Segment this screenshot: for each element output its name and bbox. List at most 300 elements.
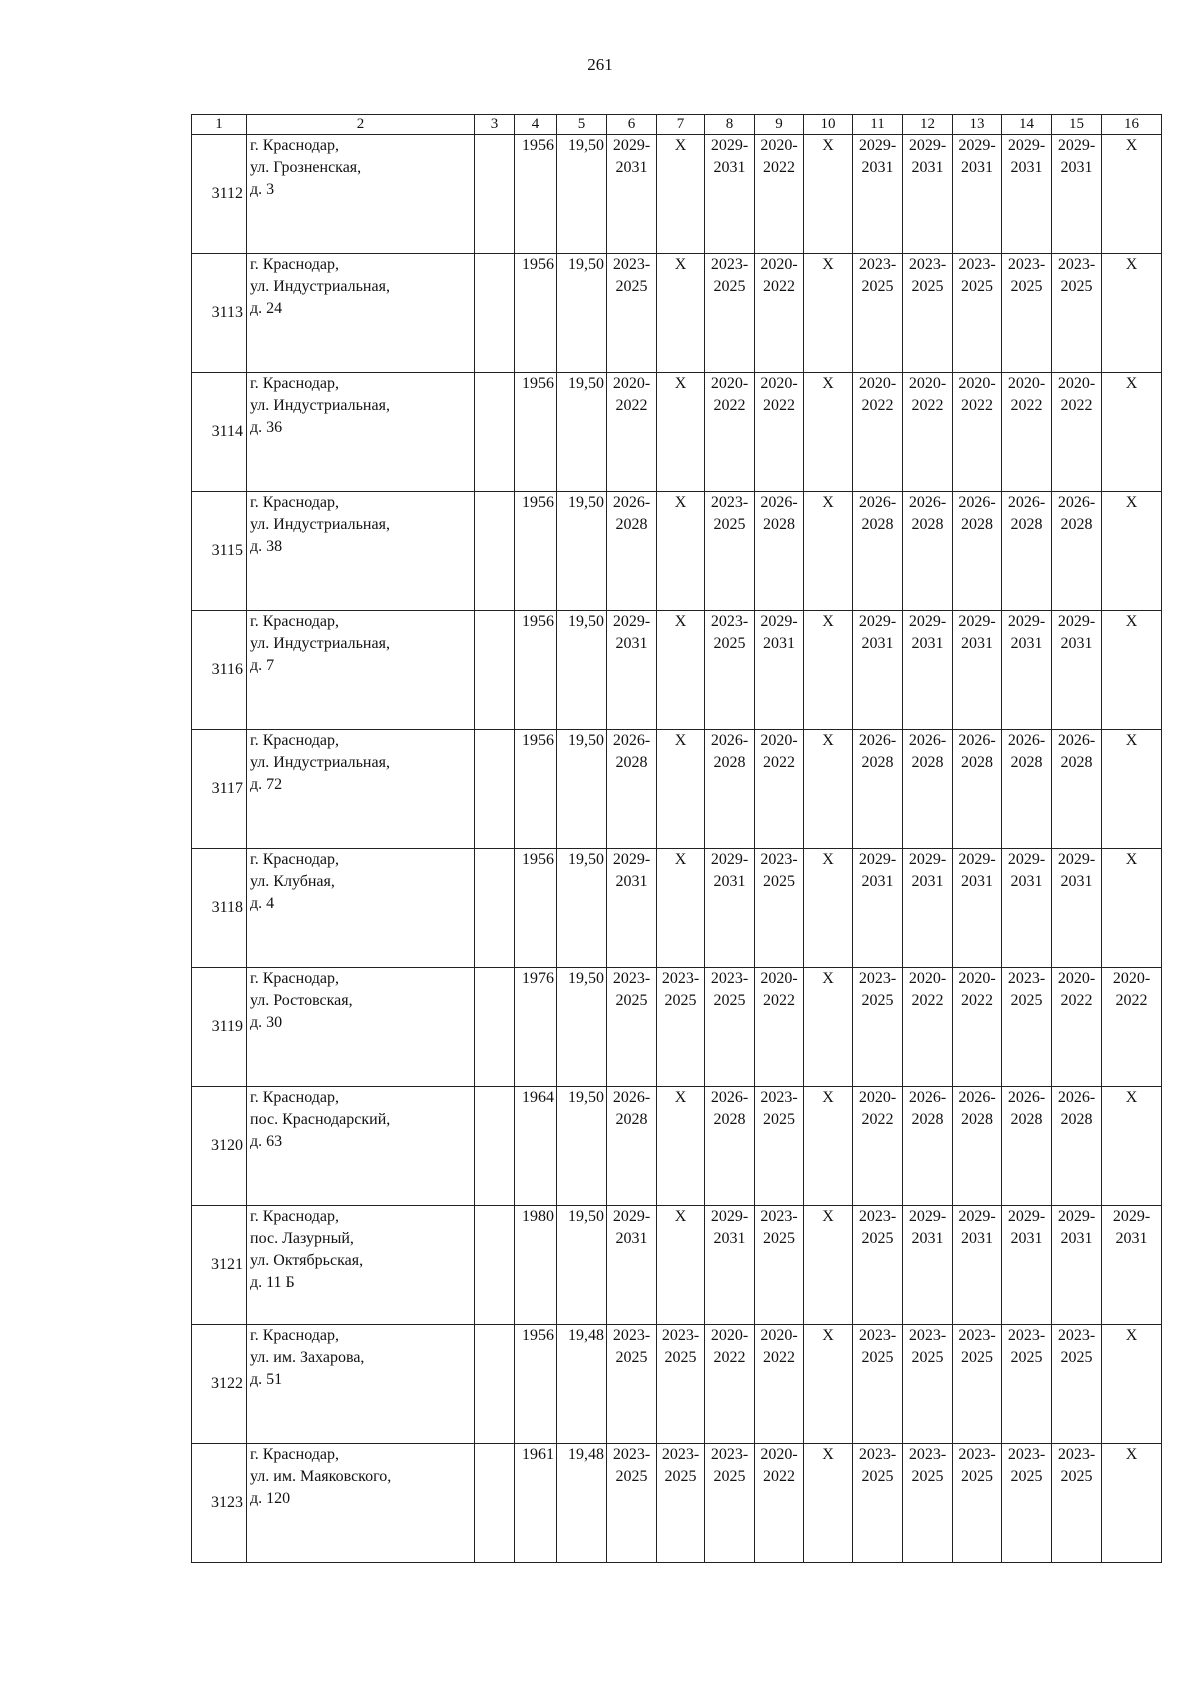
cell-text: X bbox=[674, 375, 687, 392]
cell-text: 19,50 bbox=[568, 494, 604, 511]
cell-text: 2023- 2025 bbox=[958, 1446, 996, 1485]
cell-text: X bbox=[822, 1327, 834, 1344]
address-cell bbox=[247, 968, 475, 1087]
period-cell-c3 bbox=[475, 611, 515, 730]
cell-text: 3112 bbox=[211, 185, 243, 202]
cell-text: 2023- 2025 bbox=[710, 613, 749, 652]
cell-text: X bbox=[1125, 1089, 1138, 1106]
column-header-9: 9 bbox=[755, 115, 804, 135]
row-number-cell bbox=[192, 1444, 247, 1563]
cell-text: 2020- 2022 bbox=[958, 375, 996, 414]
cell-text: X bbox=[822, 970, 834, 987]
cell-text: г. Краснодар, пос. Краснодарский, д. 63 bbox=[250, 1089, 391, 1150]
address-cell bbox=[247, 135, 475, 254]
table-row bbox=[192, 1325, 1162, 1444]
period-cell-c12 bbox=[903, 1325, 953, 1444]
cell-text: 2020- 2022 bbox=[1057, 970, 1096, 1009]
cell-text: 2023- 2025 bbox=[908, 1446, 947, 1485]
cell-text: 2020- 2022 bbox=[1112, 970, 1151, 1009]
cell-text: 2029- 2031 bbox=[1057, 137, 1096, 176]
row-number-cell bbox=[192, 849, 247, 968]
cell-text: X bbox=[822, 613, 834, 630]
cell-text: 19,50 bbox=[568, 970, 604, 987]
cell-text: 19,50 bbox=[568, 732, 604, 749]
cell-text: 3116 bbox=[211, 661, 243, 678]
column-header-11: 11 bbox=[853, 115, 903, 135]
period-cell-c15 bbox=[1052, 492, 1102, 611]
period-cell-c16 bbox=[1102, 611, 1162, 730]
period-cell-c14 bbox=[1002, 254, 1052, 373]
address-cell bbox=[247, 373, 475, 492]
cell-text: 2029- 2031 bbox=[1112, 1208, 1151, 1247]
period-cell-c11 bbox=[853, 1444, 903, 1563]
cell-text: 2029- 2031 bbox=[858, 137, 897, 176]
period-cell-c3 bbox=[475, 254, 515, 373]
period-cell-c11 bbox=[853, 1206, 903, 1325]
cell-text: 2026- 2028 bbox=[908, 1089, 947, 1128]
period-cell-c10 bbox=[804, 492, 853, 611]
period-cell-c13 bbox=[953, 1444, 1002, 1563]
period-cell-c6 bbox=[607, 730, 657, 849]
cell-text: 2020- 2022 bbox=[858, 375, 897, 414]
period-cell-c10 bbox=[804, 730, 853, 849]
cell-text: 2023- 2025 bbox=[858, 1446, 897, 1485]
cell-text: 2029- 2031 bbox=[612, 851, 651, 890]
cell-text: X bbox=[1125, 732, 1138, 749]
period-cell-c7 bbox=[657, 373, 705, 492]
cell-text: 2023- 2025 bbox=[710, 970, 749, 1009]
period-cell-c10 bbox=[804, 373, 853, 492]
cell-text: 2026- 2028 bbox=[908, 732, 947, 771]
period-cell-c3 bbox=[475, 1325, 515, 1444]
period-cell-c10 bbox=[804, 254, 853, 373]
year-cell bbox=[515, 135, 557, 254]
cell-text: 1956 bbox=[522, 256, 554, 273]
row-number-cell bbox=[192, 968, 247, 1087]
cell-text: 3118 bbox=[211, 899, 243, 916]
period-cell-c13 bbox=[953, 968, 1002, 1087]
cell-text: 3119 bbox=[211, 1018, 243, 1035]
column-number-header bbox=[192, 115, 1162, 135]
period-cell-c12 bbox=[903, 968, 953, 1087]
cell-text: 2029- 2031 bbox=[760, 613, 798, 652]
period-cell-c8 bbox=[705, 135, 755, 254]
cell-text: 2023- 2025 bbox=[1007, 1446, 1046, 1485]
cell-text: 2026- 2028 bbox=[908, 494, 947, 533]
period-cell-c9 bbox=[755, 849, 804, 968]
period-cell-c3 bbox=[475, 373, 515, 492]
period-cell-c10 bbox=[804, 849, 853, 968]
period-cell-c6 bbox=[607, 492, 657, 611]
period-cell-c15 bbox=[1052, 611, 1102, 730]
cell-text: X bbox=[1125, 375, 1138, 392]
column-header-3: 3 bbox=[475, 115, 515, 135]
cell-text: 2026- 2028 bbox=[1057, 494, 1096, 533]
cell-text: 2023- 2025 bbox=[908, 1327, 947, 1366]
period-cell-c7 bbox=[657, 1325, 705, 1444]
period-cell-c14 bbox=[1002, 1444, 1052, 1563]
cell-text: 1956 bbox=[522, 851, 554, 868]
period-cell-c16 bbox=[1102, 849, 1162, 968]
period-cell-c6 bbox=[607, 373, 657, 492]
year-cell bbox=[515, 968, 557, 1087]
period-cell-c11 bbox=[853, 1325, 903, 1444]
year-cell bbox=[515, 492, 557, 611]
cell-text: 2029- 2031 bbox=[1057, 1208, 1096, 1247]
row-number-cell bbox=[192, 492, 247, 611]
cell-text: 2026- 2028 bbox=[958, 494, 996, 533]
column-header-14: 14 bbox=[1002, 115, 1052, 135]
cell-text: X bbox=[822, 851, 834, 868]
cell-text: 2029- 2031 bbox=[908, 1208, 947, 1247]
cell-text: 2029- 2031 bbox=[1057, 851, 1096, 890]
cell-text: 2023- 2025 bbox=[661, 970, 700, 1009]
cell-text: 2020- 2022 bbox=[760, 375, 798, 414]
cell-text: 3122 bbox=[211, 1375, 243, 1392]
cell-text: 2020- 2022 bbox=[908, 375, 947, 414]
column-header-1: 1 bbox=[192, 115, 247, 135]
column-header-8: 8 bbox=[705, 115, 755, 135]
cell-text: 2020- 2022 bbox=[612, 375, 651, 414]
period-cell-c15 bbox=[1052, 135, 1102, 254]
period-cell-c13 bbox=[953, 1206, 1002, 1325]
row-number-cell bbox=[192, 135, 247, 254]
table-row bbox=[192, 730, 1162, 849]
table-row bbox=[192, 1206, 1162, 1325]
period-cell-c12 bbox=[903, 254, 953, 373]
period-cell-c16 bbox=[1102, 1206, 1162, 1325]
cell-text: 2020- 2022 bbox=[1057, 375, 1096, 414]
year-cell bbox=[515, 730, 557, 849]
value-cell bbox=[557, 611, 607, 730]
value-cell bbox=[557, 373, 607, 492]
period-cell-c7 bbox=[657, 730, 705, 849]
period-cell-c8 bbox=[705, 492, 755, 611]
cell-text: 2029- 2031 bbox=[612, 1208, 651, 1247]
period-cell-c12 bbox=[903, 730, 953, 849]
table-row bbox=[192, 492, 1162, 611]
value-cell bbox=[557, 492, 607, 611]
year-cell bbox=[515, 1206, 557, 1325]
table-row bbox=[192, 135, 1162, 254]
period-cell-c14 bbox=[1002, 1206, 1052, 1325]
value-cell bbox=[557, 968, 607, 1087]
period-cell-c6 bbox=[607, 968, 657, 1087]
period-cell-c13 bbox=[953, 1087, 1002, 1206]
cell-text: 2029- 2031 bbox=[958, 851, 996, 890]
cell-text: 2026- 2028 bbox=[958, 1089, 996, 1128]
period-cell-c13 bbox=[953, 254, 1002, 373]
cell-text: 2020- 2022 bbox=[1007, 375, 1046, 414]
cell-text: 2026- 2028 bbox=[858, 494, 897, 533]
cell-text: 2023- 2025 bbox=[858, 1327, 897, 1366]
cell-text: X bbox=[674, 613, 687, 630]
period-cell-c9 bbox=[755, 1206, 804, 1325]
cell-text: 1961 bbox=[522, 1446, 554, 1463]
period-cell-c3 bbox=[475, 730, 515, 849]
table-row bbox=[192, 849, 1162, 968]
cell-text: 3114 bbox=[211, 423, 243, 440]
period-cell-c13 bbox=[953, 1325, 1002, 1444]
cell-text: 2029- 2031 bbox=[958, 1208, 996, 1247]
value-cell bbox=[557, 1444, 607, 1563]
cell-text: г. Краснодар, ул. Грозненская, д. 3 bbox=[250, 137, 362, 198]
period-cell-c8 bbox=[705, 968, 755, 1087]
address-cell bbox=[247, 254, 475, 373]
period-cell-c13 bbox=[953, 373, 1002, 492]
period-cell-c9 bbox=[755, 611, 804, 730]
cell-text: 19,50 bbox=[568, 375, 604, 392]
cell-text: 2023- 2025 bbox=[1057, 1327, 1096, 1366]
cell-text: 2020- 2022 bbox=[760, 137, 798, 176]
period-cell-c12 bbox=[903, 492, 953, 611]
period-cell-c16 bbox=[1102, 492, 1162, 611]
cell-text: 2029- 2031 bbox=[908, 851, 947, 890]
cell-text: 2020- 2022 bbox=[958, 970, 996, 1009]
cell-text: 2026- 2028 bbox=[710, 1089, 749, 1128]
period-cell-c9 bbox=[755, 135, 804, 254]
period-cell-c7 bbox=[657, 968, 705, 1087]
period-cell-c10 bbox=[804, 611, 853, 730]
period-cell-c14 bbox=[1002, 135, 1052, 254]
table-row bbox=[192, 254, 1162, 373]
cell-text: X bbox=[674, 851, 687, 868]
cell-text: г. Краснодар, ул. Индустриальная, д. 7 bbox=[250, 613, 390, 674]
period-cell-c14 bbox=[1002, 492, 1052, 611]
cell-text: X bbox=[822, 1089, 834, 1106]
period-cell-c8 bbox=[705, 1444, 755, 1563]
period-cell-c3 bbox=[475, 968, 515, 1087]
cell-text: X bbox=[822, 1446, 834, 1463]
row-number-cell bbox=[192, 1325, 247, 1444]
address-cell bbox=[247, 1325, 475, 1444]
cell-text: г. Краснодар, ул. Индустриальная, д. 72 bbox=[250, 732, 390, 793]
period-cell-c6 bbox=[607, 849, 657, 968]
cell-text: 2023- 2025 bbox=[612, 1446, 651, 1485]
period-cell-c15 bbox=[1052, 730, 1102, 849]
period-cell-c12 bbox=[903, 373, 953, 492]
cell-text: 2026- 2028 bbox=[858, 732, 897, 771]
cell-text: X bbox=[674, 137, 687, 154]
cell-text: 19,50 bbox=[568, 851, 604, 868]
period-cell-c12 bbox=[903, 849, 953, 968]
cell-text: 2026- 2028 bbox=[612, 732, 651, 771]
period-cell-c9 bbox=[755, 968, 804, 1087]
cell-text: 2020- 2022 bbox=[760, 256, 798, 295]
period-cell-c3 bbox=[475, 1087, 515, 1206]
cell-text: 2020- 2022 bbox=[710, 1327, 749, 1366]
column-header-7: 7 bbox=[657, 115, 705, 135]
period-cell-c3 bbox=[475, 849, 515, 968]
cell-text: 1964 bbox=[522, 1089, 554, 1106]
column-header-2: 2 bbox=[247, 115, 475, 135]
value-cell bbox=[557, 730, 607, 849]
cell-text: X bbox=[1125, 1446, 1138, 1463]
period-cell-c16 bbox=[1102, 1325, 1162, 1444]
cell-text: X bbox=[674, 1089, 687, 1106]
cell-text: X bbox=[822, 732, 834, 749]
cell-text: X bbox=[822, 256, 834, 273]
cell-text: 2029- 2031 bbox=[710, 1208, 749, 1247]
period-cell-c9 bbox=[755, 373, 804, 492]
period-cell-c9 bbox=[755, 1325, 804, 1444]
cell-text: 2029- 2031 bbox=[958, 137, 996, 176]
cell-text: 2026- 2028 bbox=[1007, 732, 1046, 771]
period-cell-c11 bbox=[853, 849, 903, 968]
period-cell-c7 bbox=[657, 135, 705, 254]
cell-text: 19,50 bbox=[568, 1089, 604, 1106]
period-cell-c16 bbox=[1102, 135, 1162, 254]
cell-text: 2026- 2028 bbox=[1007, 494, 1046, 533]
cell-text: 2023- 2025 bbox=[858, 256, 897, 295]
cell-text: 3117 bbox=[211, 780, 243, 797]
cell-text: г. Краснодар, ул. им. Маяковского, д. 120 bbox=[250, 1446, 392, 1507]
period-cell-c15 bbox=[1052, 968, 1102, 1087]
cell-text: 1956 bbox=[522, 732, 554, 749]
cell-text: 1976 bbox=[522, 970, 554, 987]
period-cell-c15 bbox=[1052, 849, 1102, 968]
period-cell-c11 bbox=[853, 254, 903, 373]
period-cell-c16 bbox=[1102, 1087, 1162, 1206]
period-cell-c6 bbox=[607, 254, 657, 373]
period-cell-c9 bbox=[755, 1087, 804, 1206]
cell-text: X bbox=[1125, 613, 1138, 630]
cell-text: 1956 bbox=[522, 494, 554, 511]
cell-text: 2023- 2025 bbox=[612, 1327, 651, 1366]
period-cell-c7 bbox=[657, 1444, 705, 1563]
cell-text: 2026- 2028 bbox=[958, 732, 996, 771]
cell-text: 1956 bbox=[522, 137, 554, 154]
period-cell-c10 bbox=[804, 968, 853, 1087]
cell-text: 1956 bbox=[522, 375, 554, 392]
cell-text: 2020- 2022 bbox=[760, 732, 798, 771]
cell-text: 2029- 2031 bbox=[612, 137, 651, 176]
period-cell-c7 bbox=[657, 611, 705, 730]
period-cell-c14 bbox=[1002, 968, 1052, 1087]
year-cell bbox=[515, 1325, 557, 1444]
cell-text: 2029- 2031 bbox=[1007, 851, 1046, 890]
cell-text: X bbox=[674, 256, 687, 273]
cell-text: X bbox=[674, 494, 687, 511]
value-cell bbox=[557, 1325, 607, 1444]
cell-text: г. Краснодар, ул. Индустриальная, д. 24 bbox=[250, 256, 390, 317]
period-cell-c9 bbox=[755, 492, 804, 611]
cell-text: г. Краснодар, ул. Индустриальная, д. 38 bbox=[250, 494, 390, 555]
cell-text: 2029- 2031 bbox=[1007, 137, 1046, 176]
cell-text: X bbox=[1125, 494, 1138, 511]
cell-text: 2023- 2025 bbox=[710, 256, 749, 295]
row-number-cell bbox=[192, 1087, 247, 1206]
period-cell-c6 bbox=[607, 1444, 657, 1563]
cell-text: 2029- 2031 bbox=[710, 851, 749, 890]
cell-text: 2023- 2025 bbox=[661, 1327, 700, 1366]
cell-text: 2023- 2025 bbox=[760, 1089, 798, 1128]
address-cell bbox=[247, 1206, 475, 1325]
cell-text: 2023- 2025 bbox=[1057, 1446, 1096, 1485]
cell-text: 19,50 bbox=[568, 137, 604, 154]
column-header-13: 13 bbox=[953, 115, 1002, 135]
period-cell-c9 bbox=[755, 1444, 804, 1563]
cell-text: 2029- 2031 bbox=[908, 137, 947, 176]
period-cell-c8 bbox=[705, 373, 755, 492]
housing-register-table bbox=[191, 114, 1162, 1563]
cell-text: 2029- 2031 bbox=[1057, 613, 1096, 652]
period-cell-c14 bbox=[1002, 373, 1052, 492]
row-number-cell bbox=[192, 611, 247, 730]
address-cell bbox=[247, 1444, 475, 1563]
cell-text: 2023- 2025 bbox=[958, 256, 996, 295]
cell-text: 2023- 2025 bbox=[760, 1208, 798, 1247]
cell-text: 2029- 2031 bbox=[1007, 1208, 1046, 1247]
cell-text: 2023- 2025 bbox=[710, 1446, 749, 1485]
value-cell bbox=[557, 849, 607, 968]
cell-text: г. Краснодар, ул. Клубная, д. 4 bbox=[250, 851, 339, 912]
period-cell-c7 bbox=[657, 1206, 705, 1325]
value-cell bbox=[557, 1206, 607, 1325]
cell-text: 3120 bbox=[211, 1137, 243, 1154]
cell-text: X bbox=[822, 137, 834, 154]
period-cell-c15 bbox=[1052, 1087, 1102, 1206]
address-cell bbox=[247, 492, 475, 611]
cell-text: 2023- 2025 bbox=[1057, 256, 1096, 295]
cell-text: 2020- 2022 bbox=[760, 970, 798, 1009]
cell-text: 3115 bbox=[211, 542, 243, 559]
year-cell bbox=[515, 1087, 557, 1206]
column-header-10: 10 bbox=[804, 115, 853, 135]
address-cell bbox=[247, 730, 475, 849]
cell-text: 2023- 2025 bbox=[858, 970, 897, 1009]
cell-text: 2023- 2025 bbox=[710, 494, 749, 533]
cell-text: 2026- 2028 bbox=[612, 1089, 651, 1128]
period-cell-c14 bbox=[1002, 849, 1052, 968]
period-cell-c6 bbox=[607, 1325, 657, 1444]
table-row bbox=[192, 611, 1162, 730]
table-row bbox=[192, 968, 1162, 1087]
period-cell-c6 bbox=[607, 135, 657, 254]
table-row bbox=[192, 1087, 1162, 1206]
cell-text: X bbox=[1125, 1327, 1138, 1344]
cell-text: X bbox=[1125, 256, 1138, 273]
cell-text: 2026- 2028 bbox=[1057, 1089, 1096, 1128]
period-cell-c6 bbox=[607, 1206, 657, 1325]
cell-text: X bbox=[674, 1208, 687, 1225]
period-cell-c13 bbox=[953, 492, 1002, 611]
page-number: 261 bbox=[587, 55, 613, 74]
period-cell-c11 bbox=[853, 730, 903, 849]
period-cell-c16 bbox=[1102, 968, 1162, 1087]
cell-text: 2029- 2031 bbox=[1007, 613, 1046, 652]
period-cell-c14 bbox=[1002, 1087, 1052, 1206]
cell-text: 2023- 2025 bbox=[661, 1446, 700, 1485]
table-row bbox=[192, 1444, 1162, 1563]
year-cell bbox=[515, 611, 557, 730]
address-cell bbox=[247, 849, 475, 968]
column-header-6: 6 bbox=[607, 115, 657, 135]
cell-text: 2023- 2025 bbox=[1007, 256, 1046, 295]
period-cell-c12 bbox=[903, 1444, 953, 1563]
cell-text: 2020- 2022 bbox=[908, 970, 947, 1009]
column-header-16: 16 bbox=[1102, 115, 1162, 135]
period-cell-c12 bbox=[903, 1087, 953, 1206]
period-cell-c7 bbox=[657, 492, 705, 611]
cell-text: 2029- 2031 bbox=[908, 613, 947, 652]
period-cell-c13 bbox=[953, 135, 1002, 254]
address-cell bbox=[247, 1087, 475, 1206]
period-cell-c6 bbox=[607, 1087, 657, 1206]
cell-text: 2020- 2022 bbox=[710, 375, 749, 414]
period-cell-c9 bbox=[755, 730, 804, 849]
cell-text: 2026- 2028 bbox=[710, 732, 749, 771]
